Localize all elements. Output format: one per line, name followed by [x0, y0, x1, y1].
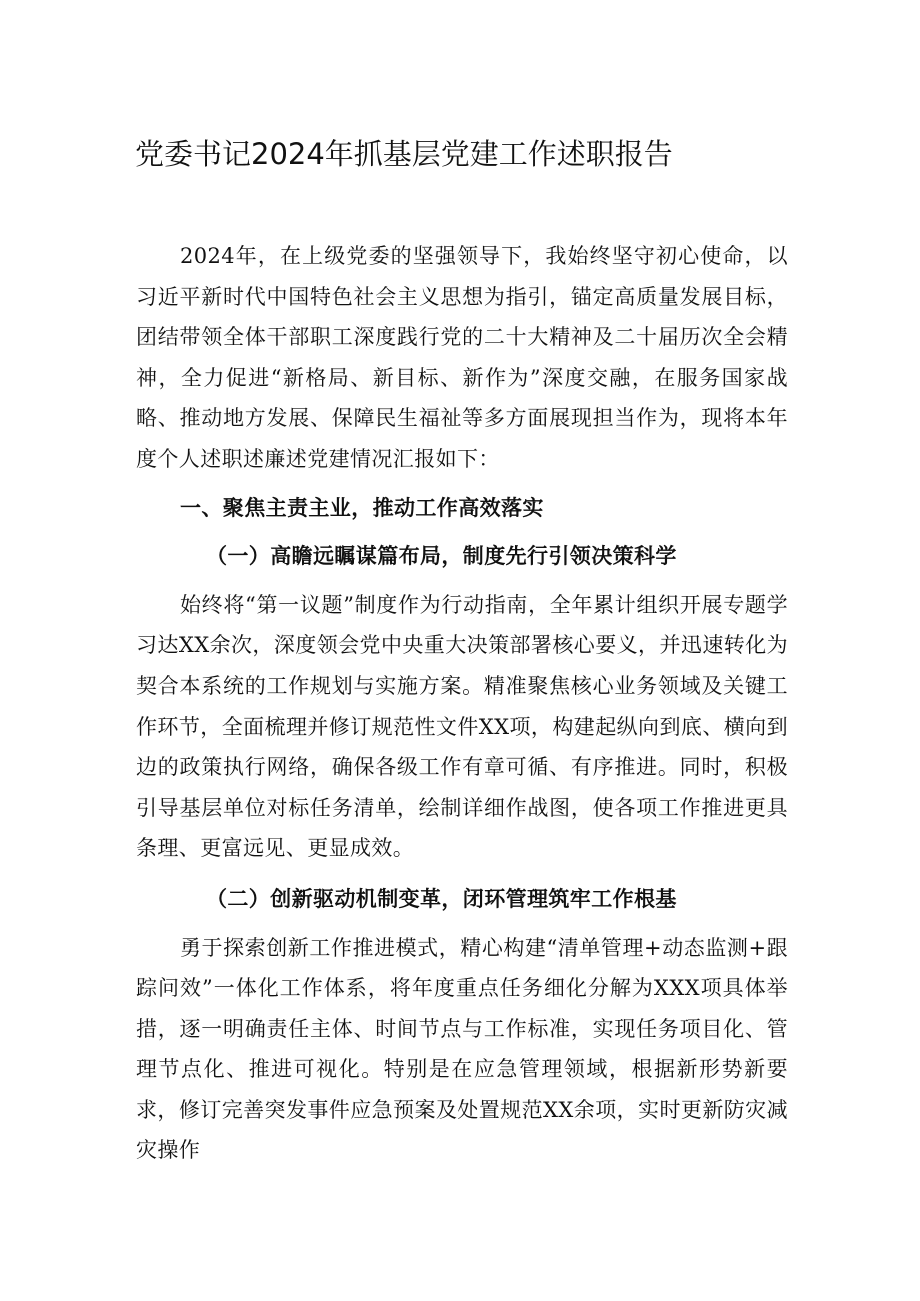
document-title: 党委书记2024年抓基层党建工作述职报告 [135, 137, 673, 171]
subsection-heading-1: （一）高瞻远瞩谋篇布局，制度先行引领决策科学 [206, 544, 677, 569]
intro-paragraph: 2024年，在上级党委的坚强领导下，我始终坚守初心使命，以习近平新时代中国特色社会主义思想为指引，锚定高质量发展目标，团结带领全体干部职工深度践行党的二十大精神及二十届历次全会精神，全力促进“新格局、新目标、新作为”深度交融，在服务国家战略、推动地方发展、保障民生福祉等多方面展现担当作为，现将本年度个人述职述廉述党建情况汇报如下： [136, 244, 788, 471]
subsection-1-paragraph: 始终将“第一议题”制度作为行动指南，全年累计组织开展专题学习达XX余次，深度领会党中央重大决策部署核心要义，并迅速转化为契合本系统的工作规划与实施方案。精准聚焦核心业务领域及关键工作环节，全面梳理并修订规范性文件XX项，构建起纵向到底、横向到边的政策执行网络，确保各级工作有章可循、有序推进。同时，积极引导基层单位对标任务清单，绘制详细作战图，使各项工作推进更具条理、更富远见、更显成效。 [136, 592, 788, 861]
subsection-heading-2: （二）创新驱动机制变革，闭环管理筑牢工作根基 [206, 886, 677, 911]
subsection-2-paragraph: 勇于探索创新工作推进模式，精心构建“清单管理+动态监测+跟踪问效”一体化工作体系，将年度重点任务细化分解为XXX项具体举措，逐一明确责任主体、时间节点与工作标准，实现任务项目化、管理节点化、推进可视化。特别是在应急管理领域，根据新形势新要求，修订完善突发事件应急预案及处置规范XX余项，实时更新防灾减灾操作 [136, 935, 788, 1163]
document-body [136, 236, 788, 1171]
section-heading-1: 一、聚焦主责主业，推动工作高效落实 [180, 495, 544, 520]
